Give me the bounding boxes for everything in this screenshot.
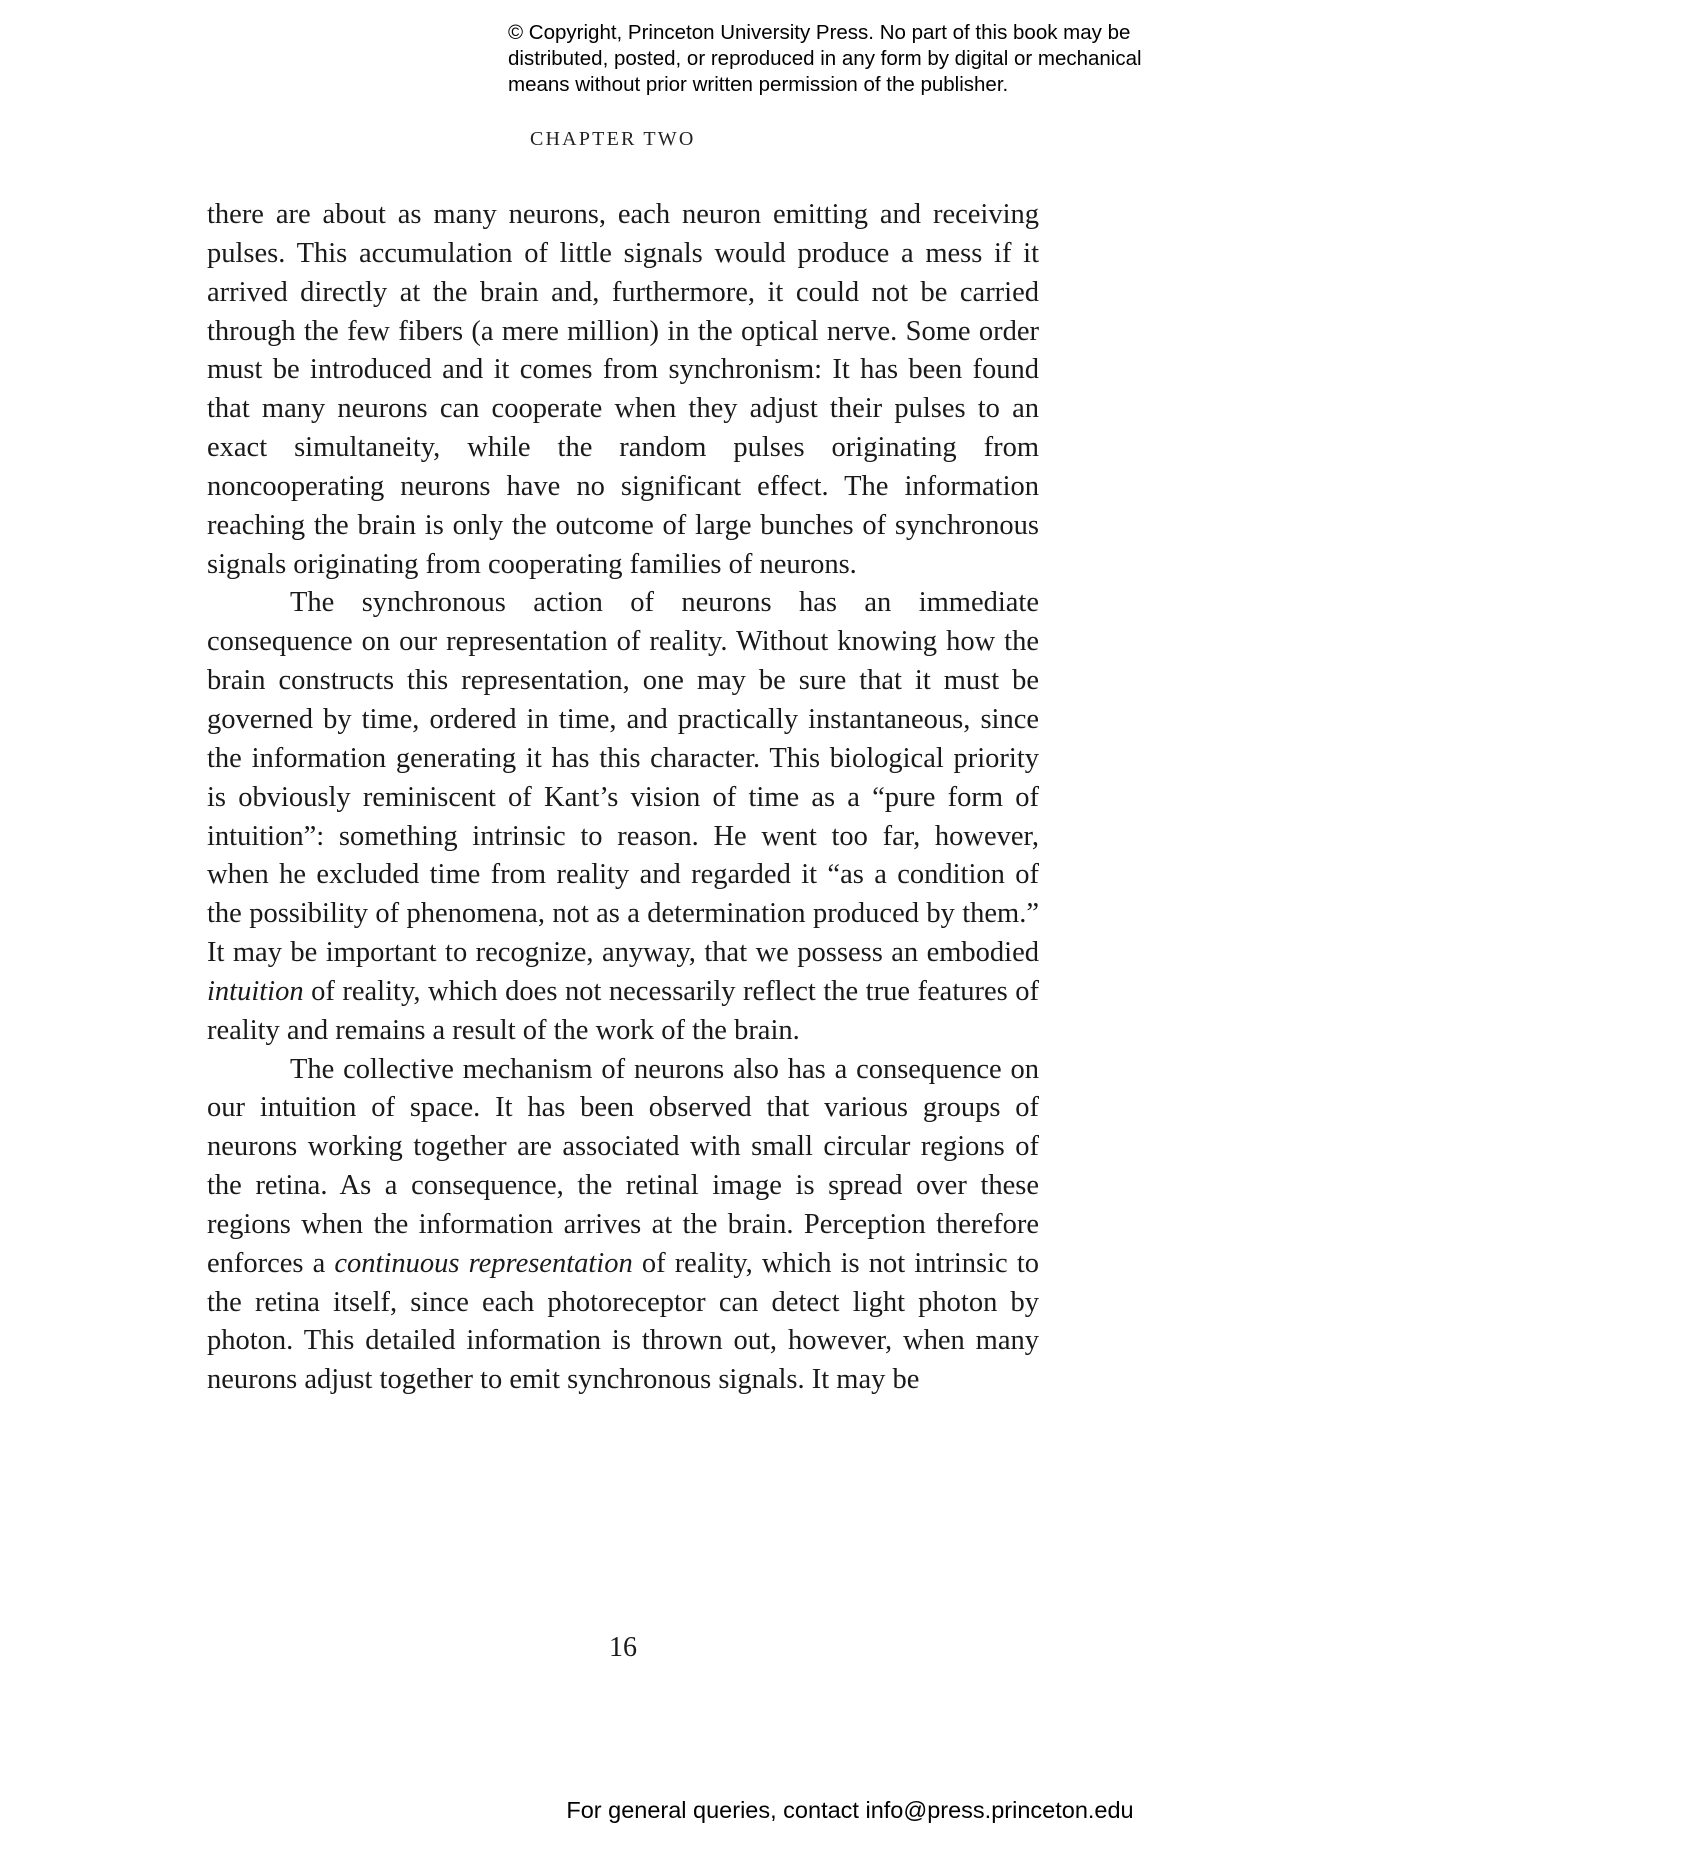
page-number: 16 <box>609 1632 637 1663</box>
copyright-notice <box>508 20 1208 98</box>
paragraph-2-text-a: The synchronous action of neurons has an immediate consequence on our representation of reality. Without knowing how the brain constructs this representation, one may be sure that it must be governed by time, ordered in time, and practically instantaneous, since the information generating it has this character. This biological priority is obviously reminiscent of Kant’s vision of time as a “pure form of intuition”: something intrinsic to reason. He went too far, however, when he excluded time from reality and regarded it “as a condition of the possibility of phenomena, not as a determination produced by them.” It may be important to recognize, anyway, that we possess an embodied <box>207 587 1039 969</box>
paragraph-2-text-b: of reality, which does not necessarily reflect the true features of reality and remains a result of the work of the brain. <box>207 975 1039 1046</box>
footer-contact: For general queries, contact info@press.princeton.edu <box>566 1797 1134 1823</box>
copyright-line-3: means without prior written permission of the publisher. <box>508 73 1009 96</box>
paragraph-3-text-a: The collective mechanism of neurons also has a consequence on our intuition of space. It has been observed that various groups of neurons working together are associated with small circular regions of the retina. As a consequence, the retinal image is spread over these regions when the information arrives at the brain. Perception therefore enforces a <box>207 1053 1039 1279</box>
paragraph-2-italic: intuition <box>207 975 304 1007</box>
copyright-line-1: © Copyright, Princeton University Press. No part of this book may be <box>508 21 1131 44</box>
paragraph-1: there are about as many neurons, each neuron emitting and receiving pulses. This accumulation of little signals would produce a mess if it arrived directly at the brain and, furthermore, it could not be carried through the few fibers (a mere million) in the optical nerve. Some order must be introduced and it comes from synchronism: It has been found that many neurons can cooperate when they adjust their pulses to an exact simultaneity, while the random pulses originating from noncooperating neurons have no significant effect. The information reaching the brain is only the outcome of large bunches of synchronous signals originating from cooperating families of neurons. <box>207 199 1039 580</box>
paragraph-2 <box>207 584 1039 1050</box>
body-text <box>207 196 1039 1400</box>
running-head: CHAPTER TWO <box>530 128 696 150</box>
copyright-line-2: distributed, posted, or reproduced in any form by digital or mechanical <box>508 47 1142 70</box>
paragraph-3 <box>207 1051 1039 1401</box>
paragraph-3-text-b: of reality, which is not intrinsic to the retina itself, since each photoreceptor can detect light photon by photon. This detailed information is thrown out, however, when many neurons adjust together to emit synchronous signals. It may be <box>207 1247 1039 1396</box>
paragraph-3-italic: continuous representation <box>334 1247 633 1279</box>
